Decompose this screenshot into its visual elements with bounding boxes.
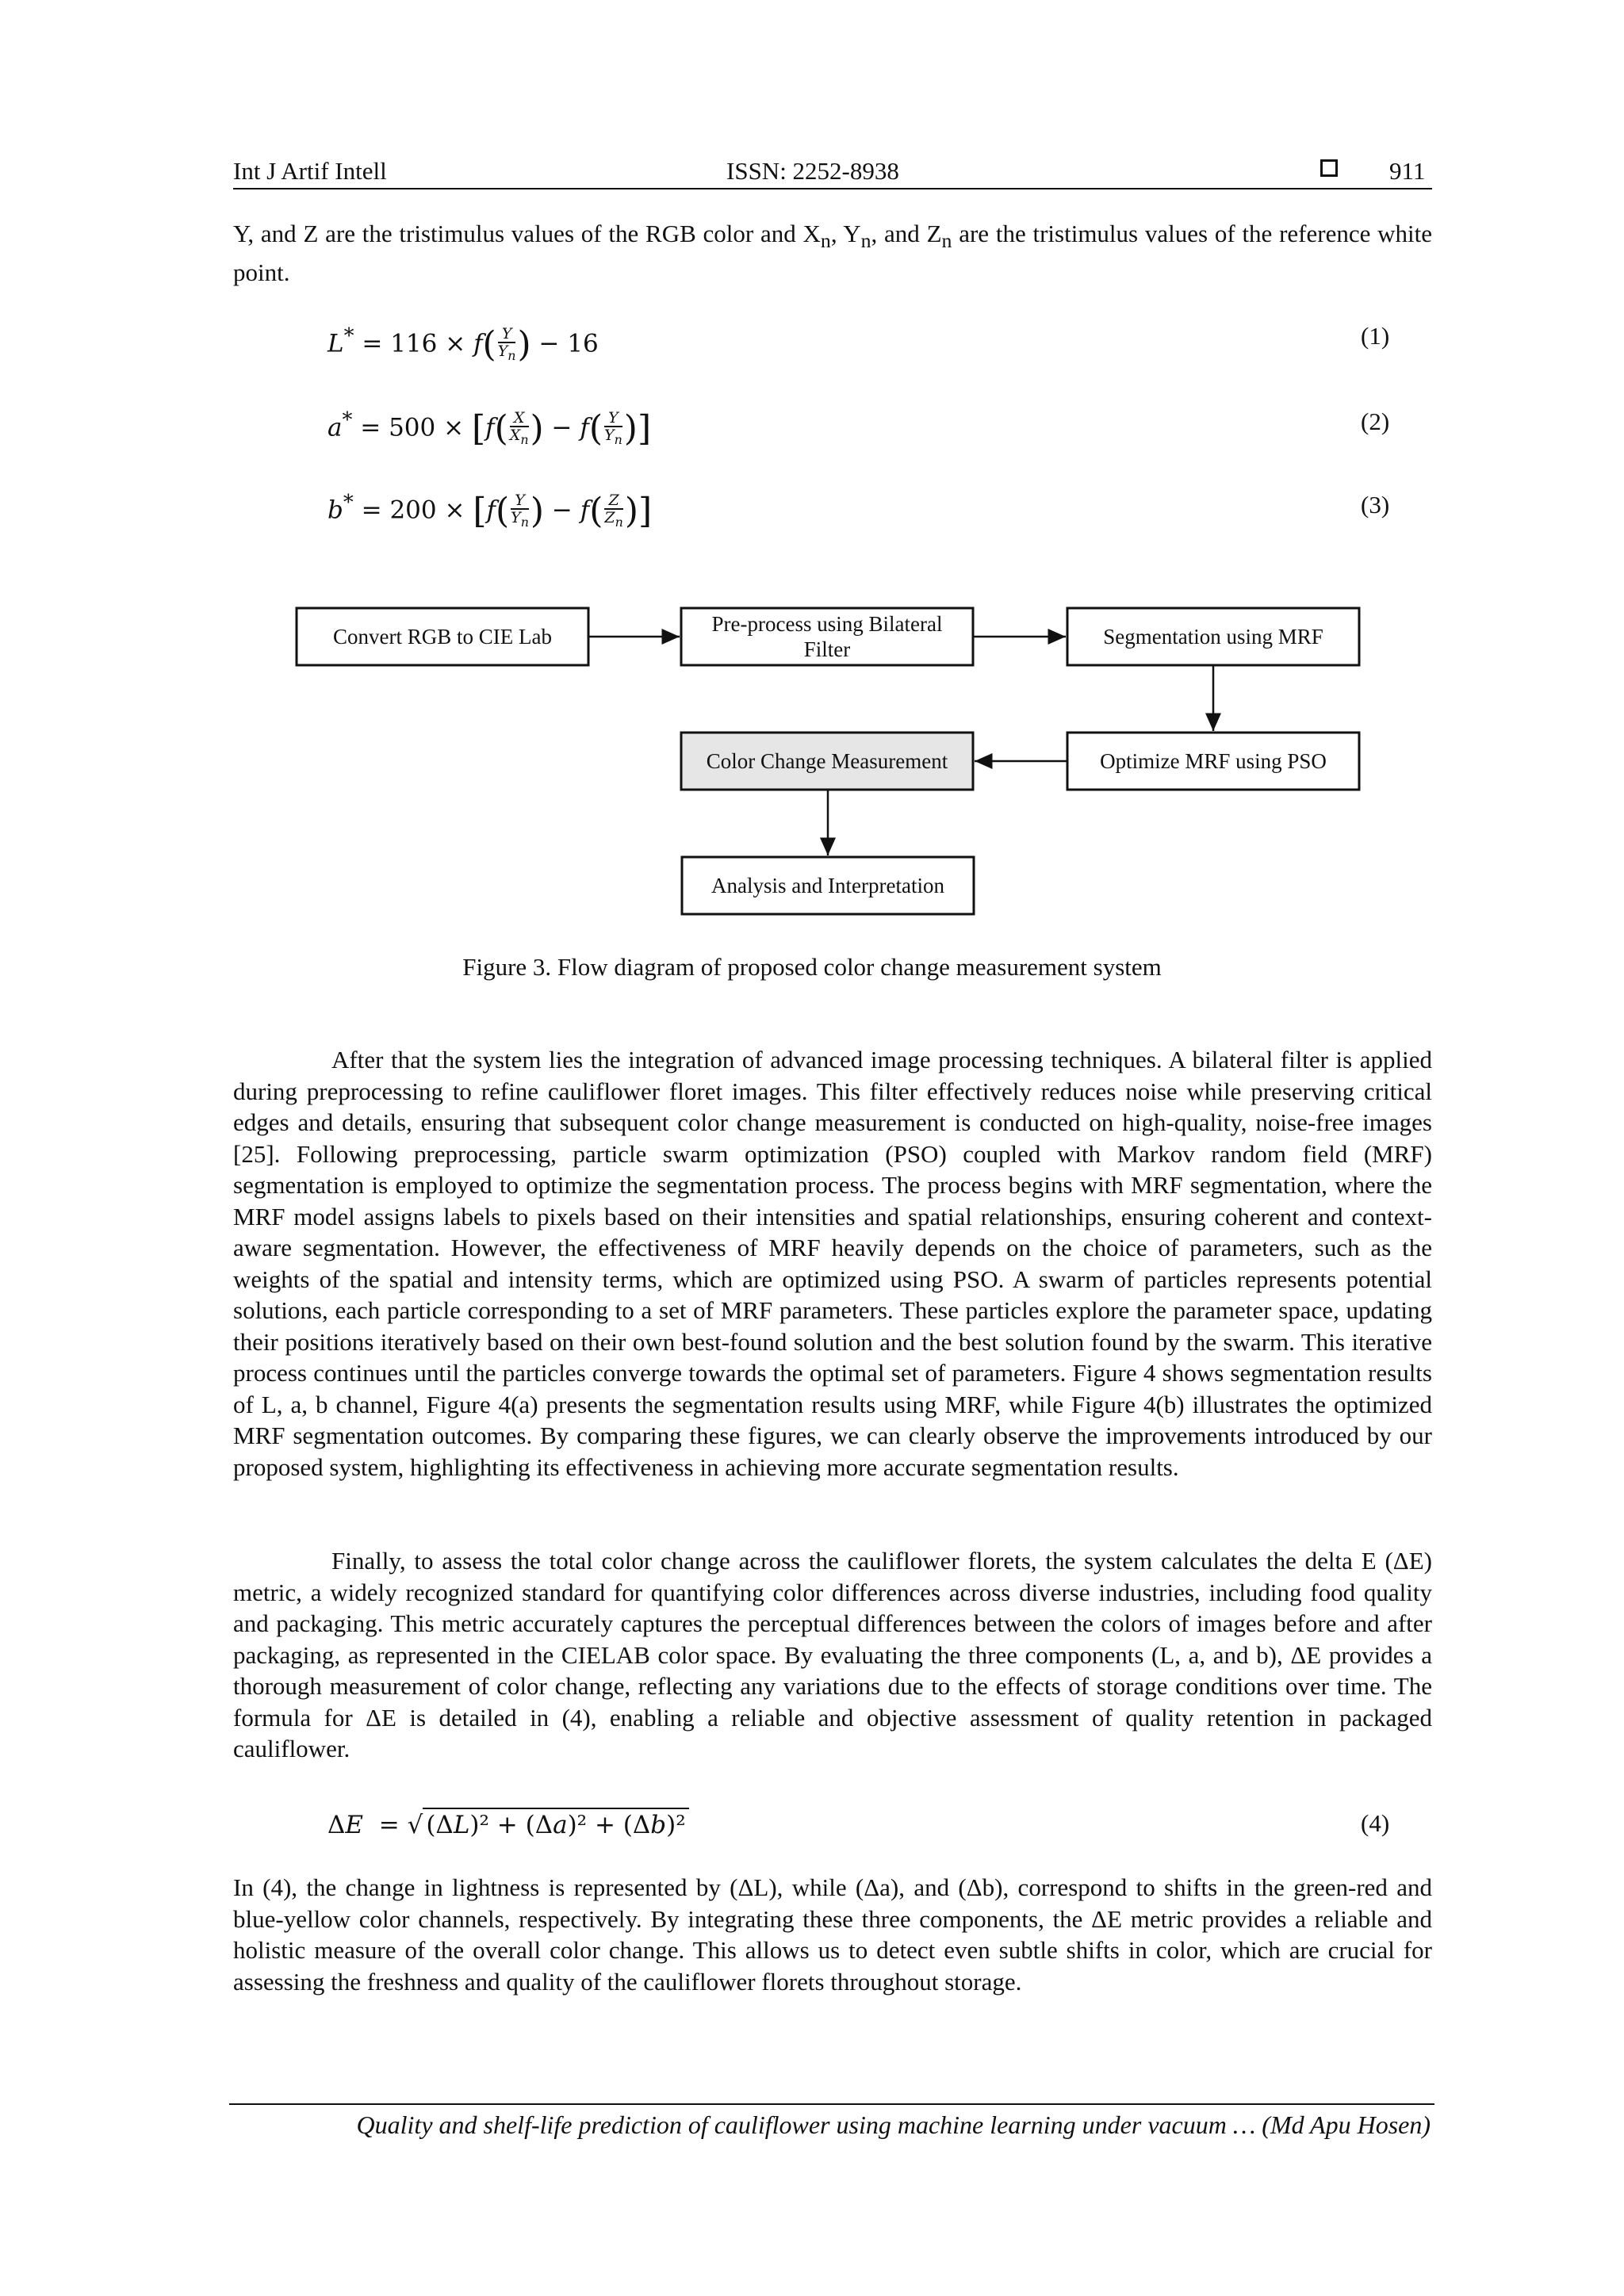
equation-1-label: (1) <box>1361 322 1390 350</box>
equation-2: a* = 500 × [f( $\frac{X}{X_n}$ ) − f( $\frac{Y}{Y_n}$ )] <box>327 408 652 449</box>
equation-4: ΔE = √ (ΔL)² + (Δa)² + (Δb)² <box>327 1808 689 1841</box>
intro-paragraph: Y, and Z are the tristimulus values of the RGB color and $X_n$, $Y_n$, and $Z_n$ are the tristimulus values of the reference white point. <box>233 220 1432 286</box>
footer-title: Quality and shelf-life prediction of cauliflower using machine learning under vacuum … (Md Apu Hosen) <box>356 2110 1431 2139</box>
flow-diagram <box>0 0 1624 936</box>
box-optimize-label: Optimize MRF using PSO <box>1100 749 1327 773</box>
journal-name: Int J Artif Intell <box>233 157 387 185</box>
equation-1: L* = 116 × f( $\frac{Y}{Y_n}$ ) − 16 <box>327 323 599 365</box>
box-convert-label: Convert RGB to CIE Lab <box>333 625 552 649</box>
issn: ISSN: 2252-8938 <box>726 157 899 185</box>
footer-rule <box>229 2103 1434 2105</box>
paragraph-1: After that the system lies the integration of advanced image processing techniques. A bilateral filter is applied during preprocessing to refine cauliflower floret images. This filter effectively reduces noise while preserving critical edges and details, ensuring that subsequent color change measurement is conducted on high-quality, noise-free images [25]. Following preprocessing, particle swarm optimization (PSO) coupled with Markov random field (MRF) segmentation is employed to optimize the segmentation process. The process begins with MRF segmentation, where the MRF model assigns labels to pixels based on their intensities and spatial relationships, ensuring coherent and context-aware segmentation. However, the effectiveness of MRF heavily depends on the choice of parameters, such as the weights of the spatial and intensity terms, which are optimized using PSO. A swarm of particles represents potential solutions, each particle corresponding to a set of MRF parameters. These particles explore the parameter space, updating their positions iteratively based on their own best-found solution and the best solution found by the swarm. This iterative process continues until the particles converge towards the optimal set of parameters. Figure 4 shows segmentation results of L, a, b channel, Figure 4(a) presents the segmentation results using MRF, while Figure 4(b) illustrates the optimized MRF segmentation outcomes. By comparing these figures, we can clearly observe the improvements introduced by our proposed system, highlighting its effectiveness in achieving more accurate segmentation results. <box>233 1046 1432 1481</box>
box-measure-label: Color Change Measurement <box>706 749 948 773</box>
equation-3: b* = 200 × [f( $\frac{Y}{Y_n}$ ) − f( $\frac{Z}{Z_n}$ )] <box>327 490 653 531</box>
equation-3-label: (3) <box>1361 491 1390 519</box>
paragraph-2: Finally, to assess the total color change across the cauliflower florets, the system calculates the delta E (ΔE) metric, a widely recognized standard for quantifying color differences across diverse industries, including food quality and packaging. This metric accurately captures the perceptual differences between the colors of images before and after packaging, as represented in the CIELAB color space. By evaluating the three components (L, a, and b), ΔE provides a thorough measurement of color change, reflecting any variations due to the effects of storage conditions over time. The formula for ΔE is detailed in (4), enabling a reliable and objective assessment of quality retention in packaged cauliflower. <box>233 1547 1432 1762</box>
page-number: 911 <box>1389 157 1426 185</box>
paragraph-3: In (4), the change in lightness is represented by (ΔL), while (Δa), and (Δb), correspond to shifts in the green-red and blue-yellow color channels, respectively. By integrating these three components, the ΔE metric provides a reliable and holistic measure of the overall color change. This allows us to detect even subtle shifts in color, which are crucial for assessing the freshness and quality of the cauliflower florets throughout storage. <box>233 1873 1432 1996</box>
box-preprocess-label-2: Filter <box>803 637 851 661</box>
box-preprocess-label-1: Pre-process using Bilateral <box>711 612 943 636</box>
box-analysis-label: Analysis and Interpretation <box>711 874 944 897</box>
equation-4-label: (4) <box>1361 1809 1390 1837</box>
box-segmentation-label: Segmentation using MRF <box>1103 625 1323 649</box>
equation-2-label: (2) <box>1361 408 1390 435</box>
figure-caption: Figure 3. Flow diagram of proposed color change measurement system <box>462 953 1162 981</box>
